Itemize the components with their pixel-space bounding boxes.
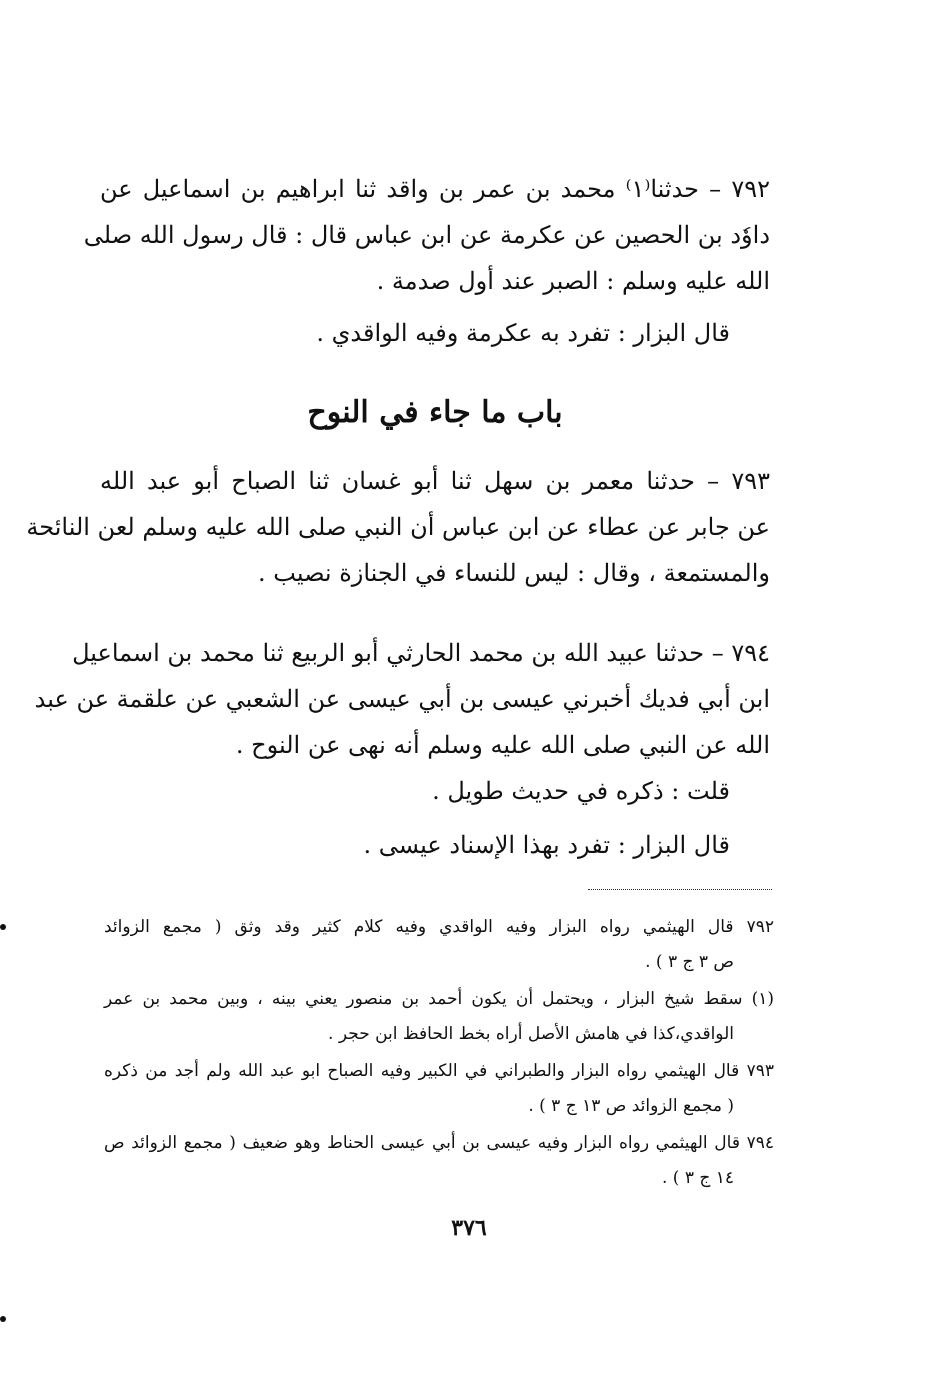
hadith-794-note-a-line: قلت : ذكره في حديث طويل . <box>432 777 730 805</box>
hadith-794-line-1: ٧٩٤ – حدثنا عبيد الله بن محمد الحارثي أبو الربيع ثنا محمد بن اسماعيل <box>72 639 770 667</box>
footnote-792-line-2: ص ٣ ج ٣ ) . <box>645 952 734 972</box>
hadith-793 <box>26 458 770 596</box>
hadith-792 <box>83 166 770 304</box>
hadith-793-line-3: والمستمعة ، وقال : ليس للنساء في الجنازة نصيب . <box>258 559 770 587</box>
footnote-794-line-2: ١٤ ج ٣ ) . <box>661 1168 734 1188</box>
footnote-793-line-2: ( مجمع الزوائد ص ١٣ ج ٣ ) . <box>528 1096 734 1116</box>
scan-speck <box>0 1316 6 1322</box>
footnote-1 <box>104 982 774 1052</box>
hadith-792-line-1: ٧٩٢ – حدثنا⁽١⁾ محمد بن عمر بن واقد ثنا ابراهيم بن اسماعيل عن <box>100 175 770 203</box>
footnote-1-line-1: (١) سقط شيخ البزار ، ويحتمل أن يكون أحمد بن منصور يعني بينه ، وبين محمد بن عمر <box>104 989 774 1009</box>
footnotes <box>104 910 774 1198</box>
footnote-1-line-2: الواقدي،كذا في هامش الأصل أراه بخط الحافظ ابن حجر . <box>328 1024 734 1044</box>
hadith-794-note-b-line: قال البزار : تفرد بهذا الإسناد عيسى . <box>363 831 730 859</box>
hadith-793-line-1: ٧٩٣ – حدثنا معمر بن سهل ثنا أبو غسان ثنا الصباح أبو عبد الله <box>100 467 770 495</box>
hadith-792-note <box>100 310 770 356</box>
hadith-794-line-2: ابن أبي فديك أخبرني عيسى بن أبي عيسى عن الشعبي عن علقمة عن عبد <box>34 685 770 713</box>
footnote-793 <box>104 1054 774 1124</box>
footnote-separator <box>588 889 772 890</box>
hadith-794-line-3: الله عن النبي صلى الله عليه وسلم أنه نهى عن النوح . <box>235 731 770 759</box>
chapter-heading: باب ما جاء في النوح <box>307 395 563 430</box>
hadith-793-line-2: عن جابر عن عطاء عن ابن عباس أن النبي صلى الله عليه وسلم لعن النائحة <box>26 513 770 541</box>
hadith-792-note-line: قال البزار : تفرد به عكرمة وفيه الواقدي . <box>316 319 730 347</box>
scan-speck <box>0 924 6 930</box>
hadith-792-line-2: داوٗد بن الحصين عن عكرمة عن ابن عباس قال : قال رسول الله صلى <box>83 221 770 249</box>
page-number: ٣٧٦ <box>451 1215 487 1241</box>
footnote-792 <box>104 910 774 980</box>
hadith-794 <box>34 630 770 768</box>
footnote-793-line-1: ٧٩٣ قال الهيثمي رواه البزار والطبراني في الكبير وفيه الصباح ابو عبد الله ولم أجد من ذكره <box>104 1061 774 1081</box>
footnote-792-line-1: ٧٩٢ قال الهيثمي رواه البزار وفيه الواقدي وفيه كلام كثير وقد وثق ( مجمع الزوائد <box>104 917 774 937</box>
footnote-794 <box>104 1126 774 1196</box>
hadith-792-line-3: الله عليه وسلم : الصبر عند أول صدمة . <box>376 267 770 295</box>
hadith-794-note-a <box>100 768 770 814</box>
hadith-794-note-b <box>100 822 770 868</box>
footnote-794-line-1: ٧٩٤ قال الهيثمي رواه البزار وفيه عيسى بن أبي عيسى الحناط وهو ضعيف ( مجمع الزوائد ص <box>104 1133 774 1153</box>
